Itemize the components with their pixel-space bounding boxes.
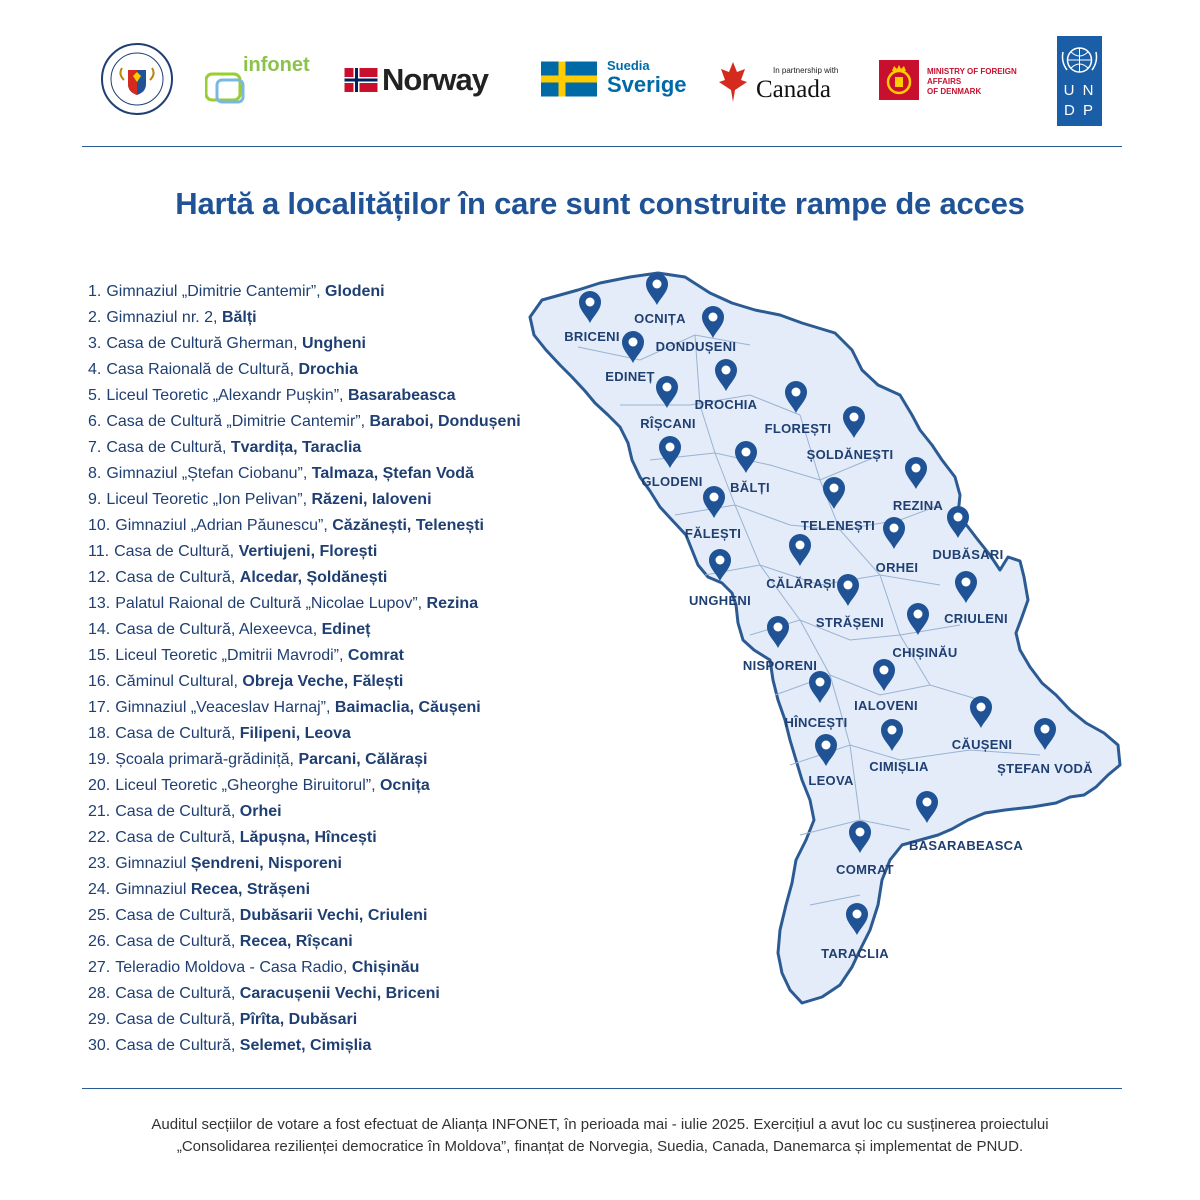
item-locality: Baraboi, Dondușeni xyxy=(369,413,521,430)
map-label-taraclia: TARACLIA xyxy=(821,946,889,961)
norway-wordmark: Norway xyxy=(382,62,488,97)
item-number: 23. xyxy=(88,855,111,872)
pin-dot xyxy=(742,448,751,457)
item-venue: Casa de Cultură, xyxy=(114,543,239,560)
list-item xyxy=(88,698,521,724)
item-venue: Casa de Cultură, xyxy=(115,1037,240,1054)
map-label-leova: LEOVA xyxy=(808,773,854,788)
item-venue: Gimnaziul „Ștefan Ciobanu”, xyxy=(106,465,312,482)
list-item xyxy=(88,776,521,802)
item-venue: Liceul Teoretic „Dmitrii Mavrodi”, xyxy=(115,647,348,664)
pin-dot xyxy=(890,524,899,533)
item-venue: Școala primară-grădiniță, xyxy=(115,751,299,768)
footer-line-1: Auditul secțiilor de votare a fost efectuat de Alianța INFONET, în perioada mai - iulie 2025. Exercițiul a avut loc cu susținerea proiectului xyxy=(151,1116,1049,1133)
list-item xyxy=(88,490,521,516)
pin-dot xyxy=(796,541,805,550)
denmark-line-3: OF DENMARK xyxy=(927,87,982,96)
pin-dot xyxy=(666,443,675,452)
item-venue: Liceul Teoretic „Alexandr Pușkin”, xyxy=(106,387,348,404)
item-locality: Parcani, Călărași xyxy=(298,751,428,768)
map-label-riscani: RÎȘCANI xyxy=(640,416,696,431)
item-number: 16. xyxy=(88,673,111,690)
map-label-glodeni: GLODENI xyxy=(641,474,703,489)
pin-dot xyxy=(923,798,932,807)
list-item xyxy=(88,516,521,542)
list-item xyxy=(88,646,521,672)
item-locality: Răzeni, Ialoveni xyxy=(311,491,432,508)
item-locality: Obreja Veche, Fălești xyxy=(242,673,404,690)
map-label-comrat: COMRAT xyxy=(836,862,894,877)
map-label-edinet: EDINEȚ xyxy=(605,369,655,384)
item-venue: Casa de Cultură, xyxy=(115,725,240,742)
item-number: 10. xyxy=(88,517,111,534)
pin-dot xyxy=(629,338,638,347)
item-locality: Glodeni xyxy=(325,283,385,300)
infonet-logo xyxy=(205,56,315,106)
item-venue: Casa de Cultură, xyxy=(115,829,240,846)
page-title: Hartă a localităților în care sunt construite rampe de acces xyxy=(175,186,1025,221)
item-locality: Edineț xyxy=(321,621,371,638)
map-label-causeni: CĂUȘENI xyxy=(951,737,1013,752)
item-number: 13. xyxy=(88,595,111,612)
list-item xyxy=(88,438,521,464)
pin-dot xyxy=(792,388,801,397)
map-label-stefan-voda: ȘTEFAN VODĂ xyxy=(997,761,1093,776)
item-locality: Tvardița, Taraclia xyxy=(230,439,362,456)
pin-dot xyxy=(853,910,862,919)
item-venue: Casa de Cultură, xyxy=(115,803,240,820)
sweden-name-top: Suedia xyxy=(607,58,650,73)
pin-dot xyxy=(888,726,897,735)
item-number: 28. xyxy=(88,985,111,1002)
list-item xyxy=(88,282,521,308)
item-number: 1. xyxy=(88,283,102,300)
map-label-straseni: STRĂȘENI xyxy=(815,615,885,630)
list-item xyxy=(88,412,521,438)
top-divider xyxy=(82,146,1122,147)
denmark-line-1: MINISTRY OF FOREIGN xyxy=(927,67,1017,76)
map-label-calarasi: CĂLĂRAȘI xyxy=(766,576,836,591)
canada-partnership-text: In partnership with xyxy=(773,66,839,75)
pin-dot xyxy=(954,513,963,522)
list-item xyxy=(88,1010,521,1036)
map-label-orhei: ORHEI xyxy=(875,560,919,575)
map-label-nisporeni: NISPORENI xyxy=(742,658,818,673)
list-item xyxy=(88,594,521,620)
item-number: 7. xyxy=(88,439,102,456)
item-locality: Selemet, Cimișlia xyxy=(239,1037,372,1054)
item-venue: Căminul Cultural, xyxy=(115,673,243,690)
list-item xyxy=(88,958,521,984)
list-item xyxy=(88,542,521,568)
map-label-criuleni: CRIULENI xyxy=(944,611,1008,626)
item-number: 21. xyxy=(88,803,111,820)
infonet-wordmark: infonet xyxy=(243,54,310,76)
item-number: 27. xyxy=(88,959,111,976)
item-venue: Liceul Teoretic „Gheorghe Biruitorul”, xyxy=(115,777,380,794)
pin-dot xyxy=(663,383,672,392)
item-locality: Lăpușna, Hîncești xyxy=(239,829,377,846)
pin-dot xyxy=(880,666,889,675)
item-number: 15. xyxy=(88,647,111,664)
pin-dot xyxy=(816,678,825,687)
list-item xyxy=(88,386,521,412)
item-number: 25. xyxy=(88,907,111,924)
item-venue: Casa de Cultură, xyxy=(106,439,231,456)
item-venue: Gimnaziul „Dimitrie Cantemir”, xyxy=(106,283,326,300)
item-venue: Casa de Cultură, xyxy=(115,1011,240,1028)
map-label-floresti: FLOREȘTI xyxy=(764,421,832,436)
item-venue: Gimnaziul „Veaceslav Harnaj”, xyxy=(115,699,335,716)
item-number: 18. xyxy=(88,725,111,742)
item-locality: Recea, Strășeni xyxy=(190,881,311,898)
item-number: 8. xyxy=(88,465,102,482)
item-number: 26. xyxy=(88,933,111,950)
partner-logos xyxy=(0,28,1200,138)
map-label-chisinau: CHIȘINĂU xyxy=(892,645,958,660)
map-label-rezina: REZINA xyxy=(892,498,944,513)
map-label-balti: BĂLȚI xyxy=(730,480,770,495)
item-venue: Casa de Cultură Gherman, xyxy=(106,335,302,352)
footer-note xyxy=(60,1114,1140,1158)
pin-dot xyxy=(774,623,783,632)
item-number: 17. xyxy=(88,699,111,716)
undp-logo xyxy=(1057,36,1102,126)
cec-moldova-seal xyxy=(100,42,174,116)
list-item xyxy=(88,464,521,490)
item-number: 22. xyxy=(88,829,111,846)
item-number: 2. xyxy=(88,309,102,326)
map-label-ocnita: OCNIȚA xyxy=(634,311,686,326)
undp-letters-top: U N xyxy=(1063,82,1096,99)
pin-dot xyxy=(586,298,595,307)
item-venue: Palatul Raional de Cultură „Nicolae Lupov”, xyxy=(115,595,427,612)
item-venue: Casa de Cultură, xyxy=(115,933,240,950)
map-label-briceni: BRICENI xyxy=(564,329,620,344)
item-number: 4. xyxy=(88,361,102,378)
item-number: 9. xyxy=(88,491,102,508)
pin-dot xyxy=(844,581,853,590)
item-venue: Casa de Cultură „Dimitrie Cantemir”, xyxy=(106,413,370,430)
locations-list xyxy=(88,282,521,1062)
item-locality: Dubăsarii Vechi, Criuleni xyxy=(239,907,428,924)
item-number: 6. xyxy=(88,413,102,430)
map-label-donduseni: DONDUȘENI xyxy=(655,339,737,354)
pin-dot xyxy=(850,413,859,422)
item-venue: Casa de Cultură, xyxy=(115,985,240,1002)
list-item xyxy=(88,724,521,750)
pin-dot xyxy=(977,703,986,712)
item-venue: Teleradio Moldova - Casa Radio, xyxy=(115,959,352,976)
map-label-ialoveni: IALOVENI xyxy=(854,698,918,713)
item-venue: Gimnaziul nr. 2, xyxy=(106,309,222,326)
list-item xyxy=(88,620,521,646)
item-venue: Casa de Cultură, xyxy=(115,907,240,924)
pin-dot xyxy=(912,464,921,473)
list-item xyxy=(88,1036,521,1062)
item-locality: Caracușenii Vechi, Briceni xyxy=(239,985,440,1002)
item-number: 3. xyxy=(88,335,102,352)
map-label-basarabeasca: BASARABEASCA xyxy=(908,838,1024,853)
item-venue: Casa de Cultură, xyxy=(115,569,240,586)
item-locality: Comrat xyxy=(347,647,404,664)
item-locality: Ungheni xyxy=(302,335,366,352)
pin-dot xyxy=(722,366,731,375)
map-label-drochia: DROCHIA xyxy=(694,397,758,412)
item-locality: Rezina xyxy=(426,595,479,612)
sweden-logo xyxy=(541,58,691,102)
item-locality: Talmaza, Ștefan Vodă xyxy=(311,465,474,482)
item-number: 29. xyxy=(88,1011,111,1028)
pin-dot xyxy=(856,828,865,837)
pin-dot xyxy=(709,313,718,322)
list-item xyxy=(88,932,521,958)
item-venue: Gimnaziul „Adrian Păunescu”, xyxy=(115,517,333,534)
moldova-map xyxy=(500,255,1140,1045)
list-item xyxy=(88,802,521,828)
denmark-mfa-logo xyxy=(879,60,1029,104)
pin-dot xyxy=(830,484,839,493)
item-locality: Drochia xyxy=(298,361,359,378)
denmark-line-2: AFFAIRS xyxy=(927,77,962,86)
map-label-soldanesti: ȘOLDĂNEȘTI xyxy=(806,447,894,462)
item-number: 12. xyxy=(88,569,111,586)
pin-dot xyxy=(710,493,719,502)
canada-logo xyxy=(718,58,858,108)
sweden-name-bottom: Sverige xyxy=(607,72,687,97)
map-label-cimislia: CIMIȘLIA xyxy=(869,759,929,774)
item-locality: Basarabeasca xyxy=(347,387,456,404)
item-number: 11. xyxy=(88,543,110,560)
pin-dot xyxy=(716,556,725,565)
item-number: 14. xyxy=(88,621,111,638)
canada-wordmark: Canada xyxy=(756,76,831,103)
item-number: 5. xyxy=(88,387,102,404)
list-item xyxy=(88,854,521,880)
map-label-hincesti: HÎNCEȘTI xyxy=(784,715,848,730)
item-locality: Bălți xyxy=(221,309,257,326)
pin-dot xyxy=(822,741,831,750)
pin-dot xyxy=(653,280,662,289)
item-venue: Gimnaziul xyxy=(115,881,191,898)
norway-logo xyxy=(344,64,514,100)
map-label-telenesti: TELENEȘTI xyxy=(800,518,876,533)
item-locality: Șendreni, Nisporeni xyxy=(190,855,342,872)
item-number: 24. xyxy=(88,881,111,898)
list-item xyxy=(88,906,521,932)
map-label-ungheni: UNGHENI xyxy=(688,593,752,608)
item-locality: Recea, Rîșcani xyxy=(239,933,353,950)
item-locality: Căzănești, Telenești xyxy=(332,517,484,534)
item-locality: Pîrîta, Dubăsari xyxy=(239,1011,358,1028)
list-item xyxy=(88,984,521,1010)
item-locality: Ocnița xyxy=(379,777,430,794)
footer-line-2: „Consolidarea rezilienței democratice în Moldova”, finanțat de Norvegia, Suedia, Canada, Danemarca și implementat de PNUD. xyxy=(176,1138,1024,1155)
item-locality: Alcedar, Șoldănești xyxy=(239,569,388,586)
list-item xyxy=(88,672,521,698)
map-label-falesti: FĂLEȘTI xyxy=(684,526,742,541)
item-venue: Gimnaziul xyxy=(115,855,191,872)
item-venue: Casa Raională de Cultură, xyxy=(106,361,299,378)
item-locality: Filipeni, Leova xyxy=(239,725,351,742)
item-locality: Chișinău xyxy=(351,959,420,976)
item-number: 30. xyxy=(88,1037,111,1054)
undp-letters-bottom: D P xyxy=(1063,102,1095,119)
list-item xyxy=(88,360,521,386)
map-label-dubasari: DUBĂSARI xyxy=(932,547,1004,562)
list-item xyxy=(88,568,521,594)
item-locality: Vertiujeni, Florești xyxy=(238,543,378,560)
list-item xyxy=(88,880,521,906)
pin-dot xyxy=(1041,725,1050,734)
item-locality: Baimaclia, Căușeni xyxy=(334,699,481,716)
item-number: 19. xyxy=(88,751,111,768)
bottom-divider xyxy=(82,1088,1122,1089)
item-venue: Casa de Cultură, Alexeevca, xyxy=(115,621,322,638)
item-locality: Orhei xyxy=(239,803,282,820)
item-venue: Liceul Teoretic „Ion Pelivan”, xyxy=(106,491,312,508)
pin-dot xyxy=(962,578,971,587)
list-item xyxy=(88,334,521,360)
list-item xyxy=(88,308,521,334)
list-item xyxy=(88,750,521,776)
list-item xyxy=(88,828,521,854)
pin-dot xyxy=(914,610,923,619)
item-number: 20. xyxy=(88,777,111,794)
